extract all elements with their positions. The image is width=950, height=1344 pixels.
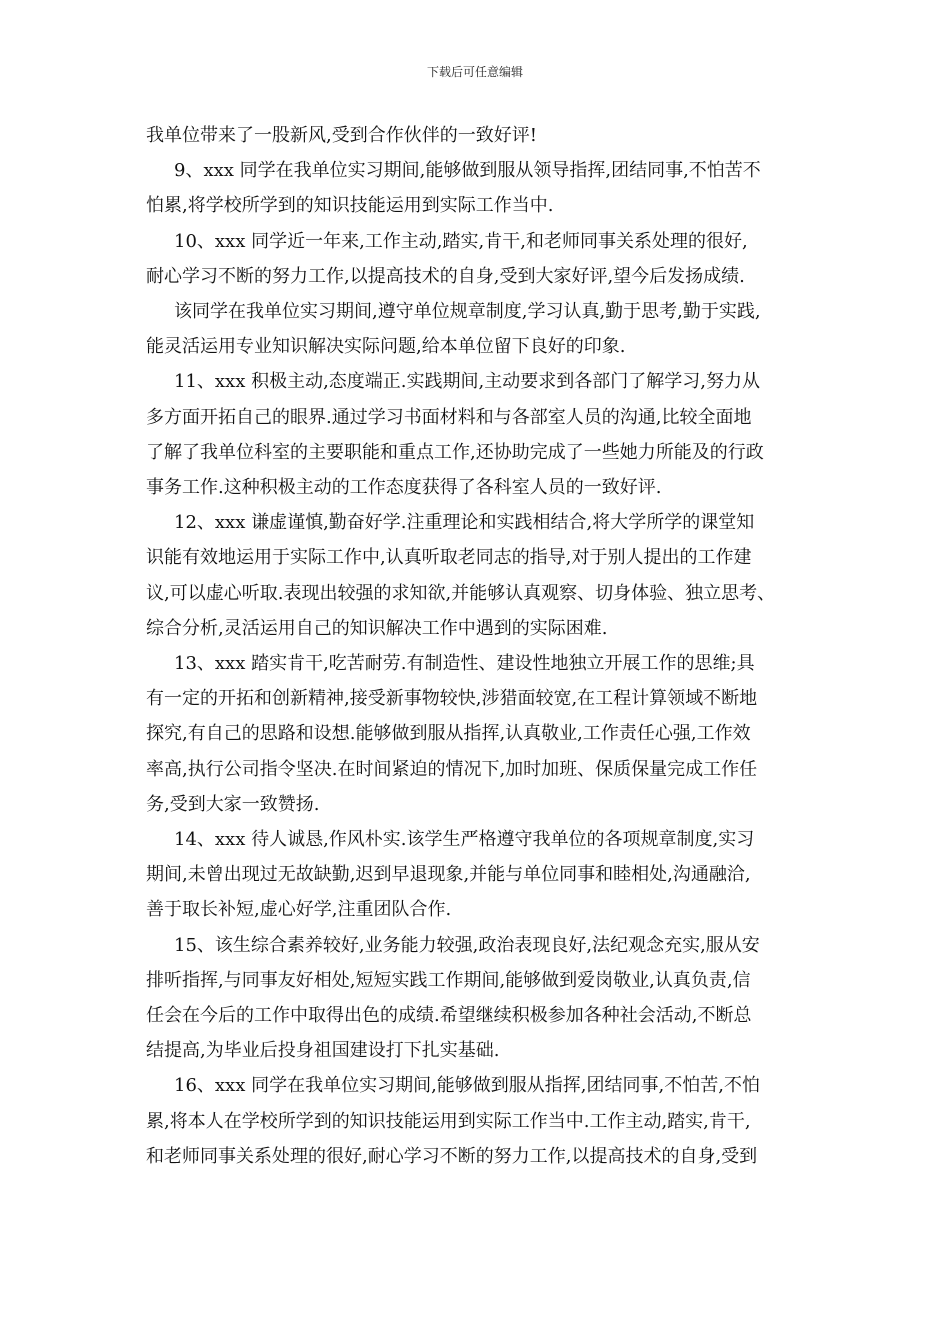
text-line: 务,受到大家一致赞扬. [146,793,320,815]
text-line: 13、xxx 踏实肯干,吃苦耐劳.有制造性、建设性地独立开展工作的思维;具 [174,653,755,675]
text-line: 耐心学习不断的努力工作,以提高技术的自身,受到大家好评,望今后发扬成绩. [146,265,745,287]
text-line: 15、该生综合素养较好,业务能力较强,政治表现良好,法纪观念充实,服从安 [174,934,760,956]
text-line: 善于取长补短,虚心好学,注重团队合作. [146,899,452,921]
text-line: 排听指挥,与同事友好相处,短短实践工作期间,能够做到爱岗敬业,认真负责,信 [146,969,751,991]
text-line: 识能有效地运用于实际工作中,认真听取老同志的指导,对于别人提出的工作建 [146,547,752,569]
paragraph [146,364,816,505]
text-line: 该同学在我单位实习期间,遵守单位规章制度,学习认真,勤于思考,勤于实践, [174,301,761,323]
text-line: 和老师同事关系处理的很好,耐心学习不断的努力工作,以提高技术的自身,受到 [146,1145,758,1167]
text-line: 有一定的开拓和创新精神,接受新事物较快,涉猎面较宽,在工程计算领域不断地 [146,688,758,710]
text-line: 怕累,将学校所学到的知识技能运用到实际工作当中. [146,195,554,217]
text-line: 率高,执行公司指令坚决.在时间紧迫的情况下,加时加班、保质保量完成工作任 [146,758,758,780]
text-line: 综合分析,灵活运用自己的知识解决工作中遇到的实际困难. [146,617,608,639]
text-line: 能灵活运用专业知识解决实际问题,给本单位留下良好的印象. [146,336,626,358]
text-line: 议,可以虚心听取.表现出较强的求知欲,并能够认真观察、切身体验、独立思考、 [146,582,776,604]
text-line: 16、xxx 同学在我单位实习期间,能够做到服从指挥,团结同事,不怕苦,不怕 [174,1075,760,1097]
text-line: 探究,有自己的思路和设想.能够做到服从指挥,认真敬业,工作责任心强,工作效 [146,723,751,745]
text-line: 11、xxx 积极主动,态度端正.实践期间,主动要求到各部门了解学习,努力从 [174,371,760,393]
text-line: 期间,未曾出现过无故缺勤,迟到早退现象,并能与单位同事和睦相处,沟通融洽, [146,864,751,886]
text-line: 事务工作.这种积极主动的工作态度获得了各科室人员的一致好评. [146,477,662,499]
text-line: 14、xxx 待人诚恳,作风朴实.该学生严格遵守我单位的各项规章制度,实习 [174,829,755,851]
text-line: 任会在今后的工作中取得出色的成绩.希望继续积极参加各种社会活动,不断总 [146,1005,752,1027]
text-line: 结提高,为毕业后投身祖国建设打下扎实基础. [146,1040,500,1062]
text-line: 累,将本人在学校所学到的知识技能运用到实际工作当中.工作主动,踏实,肯干, [146,1110,751,1132]
paragraph [146,822,816,928]
text-line: 多方面开拓自己的眼界.通过学习书面材料和与各部室人员的沟通,比较全面地 [146,406,752,428]
paragraph [146,646,816,822]
text-line: 9、xxx 同学在我单位实习期间,能够做到服从领导指挥,团结同事,不怕苦不 [174,160,761,182]
text-line: 12、xxx 谦虚谨慎,勤奋好学.注重理论和实践相结合,将大学所学的课堂知 [174,512,755,534]
document-body [146,118,816,1174]
paragraph [146,118,816,153]
paragraph [146,505,816,646]
text-line: 10、xxx 同学近一年来,工作主动,踏实,肯干,和老师同事关系处理的很好, [174,230,748,252]
text-line: 了解了我单位科室的主要职能和重点工作,还协助完成了一些她力所能及的行政 [146,441,764,463]
paragraph [146,294,816,364]
paragraph [146,1068,816,1174]
paragraph [146,224,816,294]
text-line: 我单位带来了一股新风,受到合作伙伴的一致好评! [146,125,537,146]
paragraph [146,928,816,1069]
page-header: 下载后可任意编辑 [426,65,523,79]
paragraph [146,153,816,223]
